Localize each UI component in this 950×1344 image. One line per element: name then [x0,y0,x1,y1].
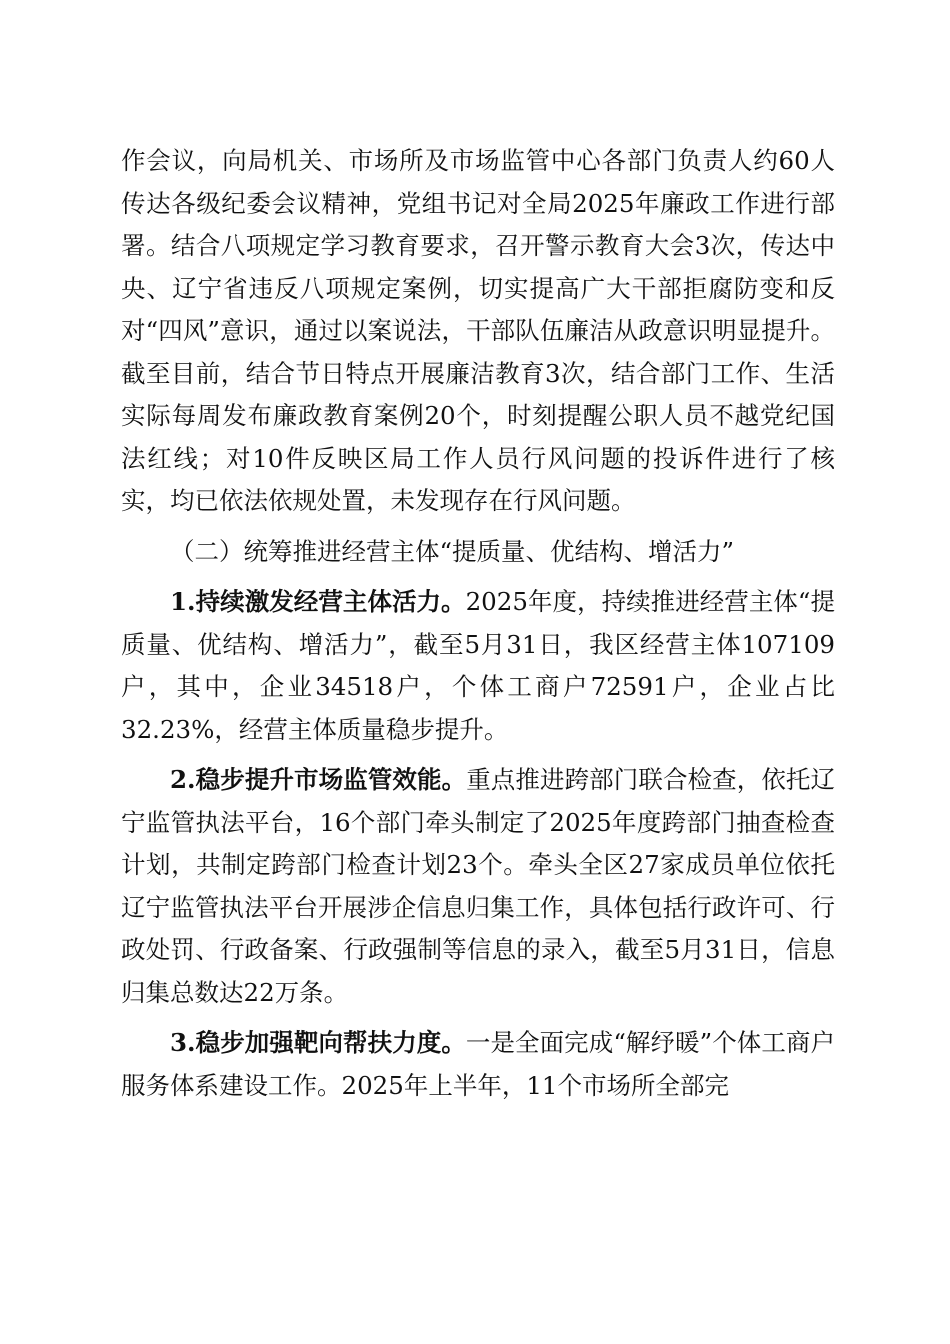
item-body: 2025年度，持续推进经营主体“提质量、优结构、增活力”，截至5月31日，我区经营主体107109户，其中，企业34518户，个体工商户72591户，企业占比32.23%，经营主体质量稳步提升。 [121,587,835,744]
item-body: 重点推进跨部门联合检查，依托辽宁监管执法平台，16个部门牵头制定了2025年度跨部门抽查检查计划，共制定跨部门检查计划23个。牵头全区27家成员单位依托辽宁监管执法平台开展涉企信息归集工作，具体包括行政许可、行政处罚、行政备案、行政强制等信息的录入，截至5月31日，信息归集总数达22万条。 [121,765,836,1007]
item-title: 1.持续激发经营主体活力。 [170,587,466,616]
section-heading: （二）统筹推进经营主体“提质量、优结构、增活力” [170,536,735,566]
list-item [121,581,835,751]
list-item [121,759,835,1014]
item-title: 2.稳步提升市场监管效能。 [170,765,467,794]
paragraph-continuation: 作会议，向局机关、市场所及市场监管中心各部门负责人约60人传达各级纪委会议精神，党组书记对全局2025年廉政工作进行部署。结合八项规定学习教育要求，召开警示教育大会3次，传达中央、辽宁省违反八项规定案例，切实提高广大干部拒腐防变和反对“四风”意识，通过以案说法，干部队伍廉洁从政意识明显提升。截至目前，结合节日特点开展廉洁教育3次，结合部门工作、生活实际每周发布廉政教育案例20个，时刻提醒公职人员不越党纪国法红线；对10件反映区局工作人员行风问题的投诉件进行了核实，均已依法依规处置，未发现存在行风问题。 [121,146,835,515]
item-title: 3.稳步加强靶向帮扶力度。 [170,1028,466,1057]
list-item [121,1022,835,1107]
item-body: 一是全面完成“解纾暖”个体工商户服务体系建设工作。2025年上半年，11个市场所全部完 [121,1028,835,1100]
document-body [121,140,835,1107]
